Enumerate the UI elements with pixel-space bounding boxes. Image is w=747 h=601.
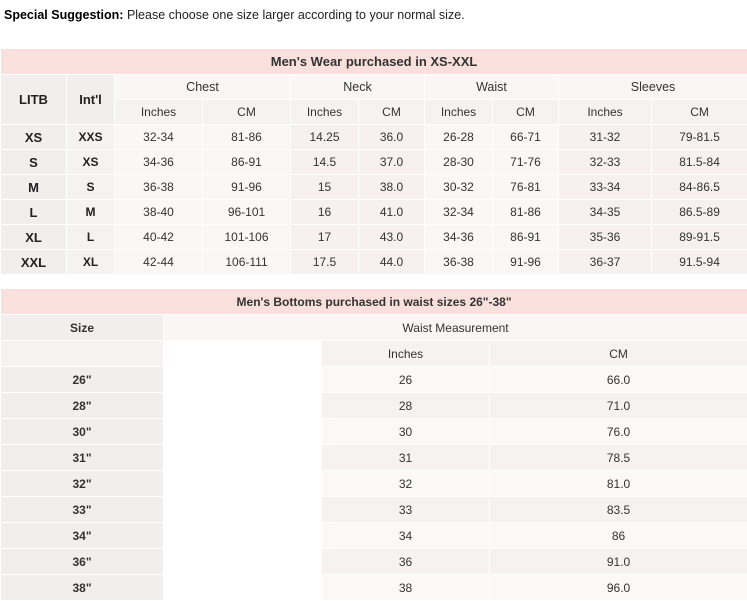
cell-waist-cm: 78.5 [490, 445, 747, 471]
mens-bottoms-title-row [1, 289, 747, 315]
cell-waist-cm: 81-86 [493, 200, 559, 225]
cell-size: 38" [1, 575, 164, 601]
cell-waist-cm: 66.0 [490, 367, 747, 393]
special-suggestion-label: Special Suggestion: [4, 8, 123, 22]
cell-sleeves-cm: 91.5-94 [652, 250, 747, 275]
cell-blank [164, 575, 322, 601]
cell-chest-inches: 32-34 [115, 125, 203, 150]
subheader-inches: Inches [322, 341, 490, 367]
cell-waist-cm: 71-76 [493, 150, 559, 175]
table-row [1, 471, 747, 497]
mens-bottoms-header-row [1, 315, 747, 341]
cell-intl: S [67, 175, 115, 200]
table-row [1, 393, 747, 419]
mens-bottoms-title: Men's Bottoms purchased in waist sizes 26"-38" [1, 289, 747, 315]
cell-intl: XS [67, 150, 115, 175]
spacer-top [0, 22, 747, 48]
cell-intl: XXS [67, 125, 115, 150]
table-row [1, 175, 747, 200]
cell-size: 28" [1, 393, 164, 419]
mens-bottoms-size-table [0, 288, 747, 601]
cell-waist-inches: 28-30 [425, 150, 493, 175]
cell-neck-inches: 15 [291, 175, 359, 200]
cell-waist-cm: 76-81 [493, 175, 559, 200]
table-row [1, 200, 747, 225]
cell-waist-cm: 91.0 [490, 549, 747, 575]
cell-waist-cm: 81.0 [490, 471, 747, 497]
cell-blank [164, 523, 322, 549]
cell-waist-inches: 36 [322, 549, 490, 575]
mens-wear-title: Men's Wear purchased in XS-XXL [1, 49, 747, 75]
cell-sleeves-inches: 32-33 [559, 150, 652, 175]
cell-size: 32" [1, 471, 164, 497]
header-litb: LITB [1, 75, 67, 125]
cell-waist-inches: 34-36 [425, 225, 493, 250]
mens-wear-size-table [0, 48, 747, 275]
cell-chest-inches: 34-36 [115, 150, 203, 175]
subheader-blank [164, 341, 322, 367]
cell-chest-inches: 36-38 [115, 175, 203, 200]
cell-litb: M [1, 175, 67, 200]
cell-blank [164, 471, 322, 497]
cell-chest-inches: 38-40 [115, 200, 203, 225]
table-row [1, 523, 747, 549]
cell-waist-cm: 96.0 [490, 575, 747, 601]
cell-waist-cm: 71.0 [490, 393, 747, 419]
mens-bottoms-subheader-row [1, 341, 747, 367]
cell-neck-cm: 38.0 [359, 175, 425, 200]
cell-size: 26" [1, 367, 164, 393]
cell-waist-cm: 83.5 [490, 497, 747, 523]
header-size: Size [1, 315, 164, 341]
cell-neck-inches: 14.25 [291, 125, 359, 150]
cell-chest-cm: 91-96 [203, 175, 291, 200]
cell-chest-inches: 42-44 [115, 250, 203, 275]
cell-sleeves-cm: 86.5-89 [652, 200, 747, 225]
cell-neck-cm: 41.0 [359, 200, 425, 225]
special-suggestion-text: Please choose one size larger according to your normal size. [123, 8, 464, 22]
table-row [1, 575, 747, 601]
cell-litb: L [1, 200, 67, 225]
cell-sleeves-cm: 84-86.5 [652, 175, 747, 200]
cell-waist-cm: 91-96 [493, 250, 559, 275]
mens-wear-header-main [1, 75, 747, 100]
table-row [1, 367, 747, 393]
cell-neck-inches: 17.5 [291, 250, 359, 275]
cell-intl: L [67, 225, 115, 250]
cell-chest-cm: 81-86 [203, 125, 291, 150]
header-sleeves: Sleeves [559, 75, 747, 100]
cell-litb: XXL [1, 250, 67, 275]
cell-sleeves-cm: 79-81.5 [652, 125, 747, 150]
cell-sleeves-inches: 33-34 [559, 175, 652, 200]
cell-blank [164, 497, 322, 523]
cell-sleeves-inches: 31-32 [559, 125, 652, 150]
cell-chest-cm: 101-106 [203, 225, 291, 250]
cell-waist-inches: 38 [322, 575, 490, 601]
cell-neck-cm: 44.0 [359, 250, 425, 275]
cell-neck-inches: 17 [291, 225, 359, 250]
cell-intl: XL [67, 250, 115, 275]
cell-neck-cm: 43.0 [359, 225, 425, 250]
cell-waist-inches: 36-38 [425, 250, 493, 275]
cell-waist-inches: 30 [322, 419, 490, 445]
cell-waist-inches: 26 [322, 367, 490, 393]
table-row [1, 445, 747, 471]
cell-sleeves-cm: 89-91.5 [652, 225, 747, 250]
subheader-waist-inches: Inches [425, 100, 493, 125]
subheader-size-blank [1, 341, 164, 367]
cell-neck-inches: 14.5 [291, 150, 359, 175]
cell-blank [164, 445, 322, 471]
cell-size: 31" [1, 445, 164, 471]
mens-wear-title-row [1, 49, 747, 75]
cell-chest-cm: 96-101 [203, 200, 291, 225]
cell-chest-cm: 106-111 [203, 250, 291, 275]
cell-sleeves-cm: 81.5-84 [652, 150, 747, 175]
special-suggestion-note [0, 0, 747, 22]
table-row [1, 150, 747, 175]
cell-neck-cm: 37.0 [359, 150, 425, 175]
cell-waist-inches: 31 [322, 445, 490, 471]
table-row [1, 125, 747, 150]
table-row [1, 497, 747, 523]
table-row [1, 549, 747, 575]
cell-waist-inches: 30-32 [425, 175, 493, 200]
cell-waist-inches: 32-34 [425, 200, 493, 225]
cell-size: 34" [1, 523, 164, 549]
cell-sleeves-inches: 34-35 [559, 200, 652, 225]
cell-waist-cm: 86-91 [493, 225, 559, 250]
cell-chest-inches: 40-42 [115, 225, 203, 250]
cell-sleeves-inches: 35-36 [559, 225, 652, 250]
table-row [1, 250, 747, 275]
header-intl: Int'l [67, 75, 115, 125]
cell-neck-cm: 36.0 [359, 125, 425, 150]
subheader-neck-cm: CM [359, 100, 425, 125]
header-chest: Chest [115, 75, 291, 100]
cell-blank [164, 549, 322, 575]
cell-waist-inches: 34 [322, 523, 490, 549]
cell-waist-inches: 33 [322, 497, 490, 523]
subheader-sleeves-cm: CM [652, 100, 747, 125]
cell-waist-cm: 66-71 [493, 125, 559, 150]
table-row [1, 419, 747, 445]
subheader-sleeves-inches: Inches [559, 100, 652, 125]
cell-blank [164, 367, 322, 393]
cell-chest-cm: 86-91 [203, 150, 291, 175]
cell-waist-inches: 26-28 [425, 125, 493, 150]
cell-waist-inches: 32 [322, 471, 490, 497]
subheader-chest-cm: CM [203, 100, 291, 125]
subheader-cm: CM [490, 341, 747, 367]
cell-litb: XS [1, 125, 67, 150]
cell-litb: S [1, 150, 67, 175]
cell-blank [164, 393, 322, 419]
cell-sleeves-inches: 36-37 [559, 250, 652, 275]
cell-blank [164, 419, 322, 445]
cell-intl: M [67, 200, 115, 225]
header-neck: Neck [291, 75, 425, 100]
cell-neck-inches: 16 [291, 200, 359, 225]
header-waist-measurement: Waist Measurement [164, 315, 747, 341]
spacer-middle [0, 275, 747, 288]
subheader-neck-inches: Inches [291, 100, 359, 125]
subheader-waist-cm: CM [493, 100, 559, 125]
cell-size: 30" [1, 419, 164, 445]
table-row [1, 225, 747, 250]
cell-waist-cm: 76.0 [490, 419, 747, 445]
header-waist: Waist [425, 75, 559, 100]
cell-litb: XL [1, 225, 67, 250]
cell-waist-inches: 28 [322, 393, 490, 419]
subheader-chest-inches: Inches [115, 100, 203, 125]
cell-size: 36" [1, 549, 164, 575]
cell-size: 33" [1, 497, 164, 523]
cell-waist-cm: 86 [490, 523, 747, 549]
